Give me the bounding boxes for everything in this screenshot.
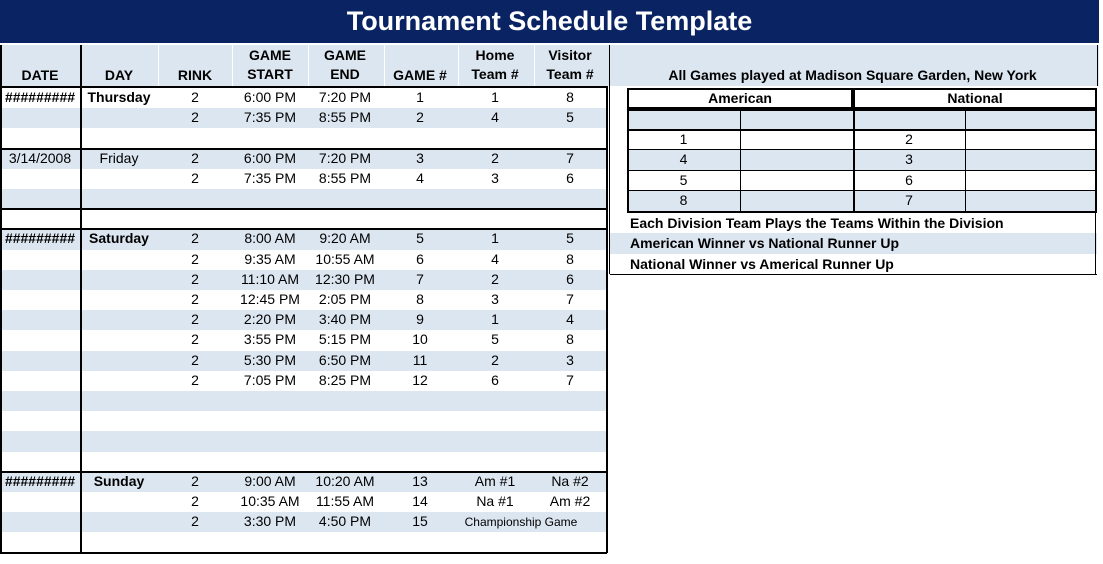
group-bottom-border — [0, 148, 607, 150]
column-header-game-start-line: GAME — [249, 47, 291, 63]
rink-cell: 2 — [191, 230, 199, 247]
game-number-cell: 13 — [412, 472, 428, 489]
visitor-team-cell: 4 — [566, 311, 574, 328]
game-end-cell: 4:50 PM — [318, 513, 372, 530]
home-team-cell: Championship Game — [464, 515, 578, 530]
game-number-cell: 3 — [416, 149, 424, 166]
home-team-cell: Am #1 — [474, 472, 516, 489]
group-bottom-border — [0, 208, 607, 210]
column-header-visitor-team — [533, 46, 607, 84]
game-start-cell: 12:45 PM — [240, 291, 300, 307]
notes-bottom-border — [610, 274, 1097, 275]
game-number-cell: 10 — [412, 331, 428, 348]
game-number-cell: 15 — [412, 513, 428, 530]
header-separator — [458, 45, 459, 86]
american-team-cell: 5 — [679, 171, 688, 188]
right-panel-right-border — [1097, 45, 1098, 86]
rink-cell: 2 — [191, 149, 199, 166]
column-header-date — [1, 66, 79, 85]
game-start-cell: 6:00 PM — [243, 149, 297, 166]
game-end-cell: 12:30 PM — [315, 270, 375, 287]
column-header-game-start-line: START — [247, 66, 293, 82]
visitor-team-cell: 8 — [566, 331, 574, 348]
header-separator — [232, 45, 233, 86]
game-number-cell: 4 — [416, 169, 424, 186]
game-number-cell: 2 — [416, 109, 424, 126]
column-header-rink — [160, 66, 230, 85]
national-team-cell: 3 — [905, 151, 913, 167]
note-line: American Winner vs National Runner Up — [630, 235, 900, 251]
game-number-cell: 8 — [416, 291, 424, 307]
game-end-cell: 7:20 PM — [318, 89, 372, 105]
game-start-cell: 10:35 AM — [240, 493, 300, 509]
game-start-cell: 7:35 PM — [243, 169, 297, 186]
division-row-border — [627, 170, 1097, 171]
national-division-label: National — [947, 90, 1003, 106]
game-start-cell: 9:00 AM — [244, 472, 296, 489]
home-team-cell: 2 — [491, 351, 499, 368]
row-band — [0, 189, 607, 209]
game-start-cell: 2:20 PM — [243, 311, 297, 328]
game-end-cell: 5:15 PM — [318, 331, 372, 348]
division-row-band — [627, 109, 1097, 130]
game-end-cell: 8:25 PM — [318, 371, 372, 388]
home-team-cell: 2 — [491, 270, 499, 287]
rink-cell: 2 — [191, 331, 199, 348]
column-header-game-start — [233, 46, 307, 84]
home-team-cell: 3 — [491, 291, 499, 307]
header-bottom-border — [0, 86, 607, 88]
division-row-border — [627, 211, 1097, 213]
game-number-cell: 5 — [416, 230, 424, 247]
game-start-cell: 8:00 AM — [244, 230, 296, 247]
column-header-day — [82, 66, 156, 85]
group-bottom-border — [0, 228, 607, 230]
game-number-cell: 7 — [416, 270, 424, 287]
right-panel-left-border — [609, 45, 610, 274]
division-row-border — [627, 190, 1097, 191]
group-bottom-border — [0, 552, 607, 554]
header-separator — [384, 45, 385, 86]
game-end-cell: 9:20 AM — [319, 230, 371, 247]
column-header-home-team — [458, 46, 532, 84]
visitor-team-cell: Na #2 — [551, 472, 589, 489]
game-start-cell: 7:05 PM — [243, 371, 297, 388]
rink-cell: 2 — [191, 513, 199, 530]
american-team-cell: 8 — [679, 192, 688, 208]
visitor-team-cell: 8 — [566, 89, 574, 105]
national-team-cell: 6 — [905, 171, 913, 188]
home-team-cell: 5 — [491, 331, 499, 348]
day-column-border — [80, 45, 82, 553]
column-header-visitor-team-line: Team # — [546, 66, 594, 82]
game-number-cell: 11 — [412, 351, 428, 368]
group-bottom-border — [0, 471, 607, 473]
home-team-cell: Na #1 — [476, 493, 514, 509]
home-team-cell: 1 — [491, 311, 499, 328]
home-team-cell: 2 — [491, 149, 499, 166]
visitor-team-cell: 7 — [566, 149, 574, 166]
date-cell: 3/14/2008 — [8, 149, 72, 166]
column-header-visitor-team-line: Visitor — [548, 47, 592, 63]
day-cell: Friday — [99, 149, 139, 166]
division-column-border — [1095, 109, 1097, 212]
rink-cell: 2 — [191, 472, 199, 489]
column-header-home-team-line: Home — [475, 47, 515, 63]
division-row-border — [627, 149, 1097, 150]
rink-cell: 2 — [191, 89, 199, 105]
row-band — [0, 431, 607, 451]
american-team-cell: 4 — [679, 151, 688, 167]
visitor-team-cell: Am #2 — [549, 493, 591, 509]
visitor-team-cell: 8 — [566, 250, 574, 267]
game-start-cell: 5:30 PM — [243, 351, 297, 368]
rink-cell: 2 — [191, 250, 199, 267]
column-header-rink-line: RINK — [177, 67, 213, 83]
game-start-cell: 3:30 PM — [243, 513, 297, 530]
american-division-label: American — [708, 90, 772, 106]
column-header-game-end — [308, 46, 382, 84]
game-number-cell: 9 — [416, 311, 424, 328]
visitor-team-cell: 3 — [566, 351, 574, 368]
header-separator — [158, 45, 159, 86]
national-team-cell: 7 — [905, 192, 913, 208]
row-band — [0, 391, 607, 411]
date-cell: ######### — [4, 89, 76, 105]
date-cell: ######### — [4, 230, 76, 247]
home-team-cell: 4 — [491, 109, 499, 126]
column-header-game-end-line: GAME — [324, 47, 366, 63]
visitor-team-cell: 6 — [566, 270, 574, 287]
home-team-cell: 1 — [491, 89, 499, 105]
header-separator — [534, 45, 535, 86]
rink-cell: 2 — [191, 351, 199, 368]
game-start-cell: 9:35 AM — [244, 250, 296, 267]
game-number-cell: 14 — [412, 493, 428, 509]
column-header-game-end-line: END — [330, 66, 360, 82]
column-header-home-team-line: Team # — [471, 66, 519, 82]
game-start-cell: 7:35 PM — [243, 109, 297, 126]
game-start-cell: 3:55 PM — [243, 331, 297, 348]
column-header-game-num-line: GAME # — [393, 67, 447, 83]
rink-cell: 2 — [191, 311, 199, 328]
rink-cell: 2 — [191, 493, 199, 509]
date-cell: ######### — [4, 472, 76, 489]
home-team-cell: 3 — [491, 169, 499, 186]
page-title: Tournament Schedule Template — [0, 0, 1099, 43]
note-line: National Winner vs Americal Runner Up — [630, 255, 894, 272]
left-border — [0, 45, 2, 553]
home-team-cell: 1 — [491, 230, 499, 247]
column-header-day-line: DAY — [104, 67, 134, 83]
visitor-team-cell: 7 — [566, 371, 574, 388]
rink-cell: 2 — [191, 371, 199, 388]
game-number-cell: 6 — [416, 250, 424, 267]
game-end-cell: 10:55 AM — [315, 250, 375, 267]
notes-right-border — [1095, 213, 1096, 275]
game-start-cell: 6:00 PM — [243, 89, 297, 105]
day-cell: Thursday — [87, 89, 151, 105]
game-end-cell: 10:20 AM — [315, 472, 375, 489]
home-team-cell: 6 — [491, 371, 499, 388]
american-team-cell: 1 — [679, 130, 688, 147]
division-row-border — [627, 109, 1097, 111]
visitor-team-cell: 7 — [566, 291, 574, 307]
division-column-border — [740, 109, 741, 212]
game-start-cell: 11:10 AM — [240, 270, 300, 287]
game-end-cell: 3:40 PM — [318, 311, 372, 328]
venue-label: All Games played at Madison Square Garden, New York — [668, 67, 1037, 83]
game-number-cell: 1 — [416, 89, 424, 105]
rink-cell: 2 — [191, 291, 199, 307]
game-end-cell: 7:20 PM — [318, 149, 372, 166]
division-column-border — [965, 109, 966, 212]
column-header-game-num — [383, 66, 457, 85]
column-header-date-line: DATE — [21, 67, 59, 83]
home-team-cell: 4 — [491, 250, 499, 267]
right-border — [606, 86, 608, 553]
game-end-cell: 11:55 AM — [315, 493, 375, 509]
header-separator — [308, 45, 309, 86]
game-number-cell: 12 — [412, 371, 428, 388]
day-cell: Sunday — [93, 472, 145, 489]
national-team-cell: 2 — [905, 130, 913, 147]
visitor-team-cell: 6 — [566, 169, 574, 186]
note-line: Each Division Team Plays the Teams Within the Division — [630, 214, 1004, 231]
game-end-cell: 6:50 PM — [318, 351, 372, 368]
game-end-cell: 2:05 PM — [318, 291, 372, 307]
day-cell: Saturday — [89, 230, 149, 247]
visitor-team-cell: 5 — [566, 109, 574, 126]
rink-cell: 2 — [191, 109, 199, 126]
visitor-team-cell: 5 — [566, 230, 574, 247]
rink-cell: 2 — [191, 169, 199, 186]
rink-cell: 2 — [191, 270, 199, 287]
game-end-cell: 8:55 PM — [318, 109, 372, 126]
game-end-cell: 8:55 PM — [318, 169, 372, 186]
